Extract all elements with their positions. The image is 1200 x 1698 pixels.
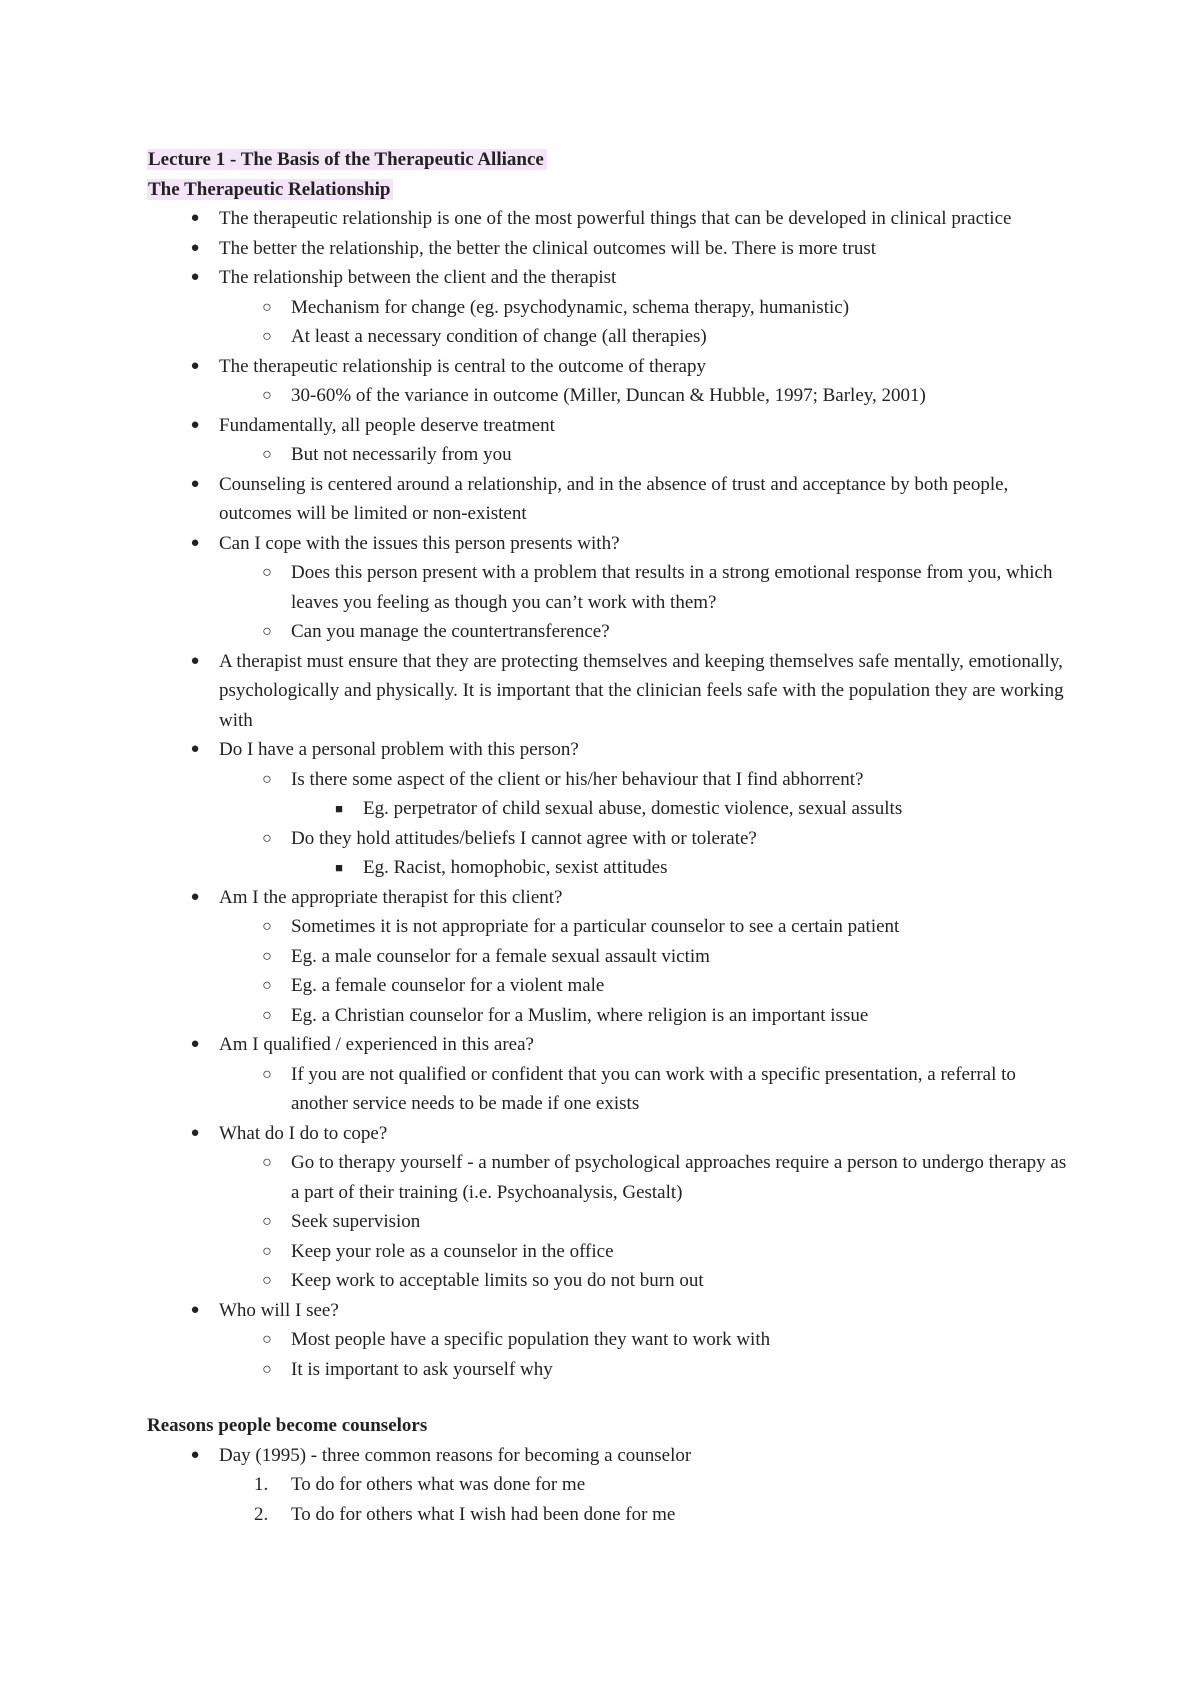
list-item-text: Eg. a Christian counselor for a Muslim, where religion is an important issue	[291, 1004, 869, 1026]
list-item-text: To do for others what I wish had been done for me	[291, 1503, 676, 1525]
list-item-text: Eg. Racist, homophobic, sexist attitudes	[363, 857, 668, 878]
list-item-text: Sometimes it is not appropriate for a particular counselor to see a certain patient	[291, 916, 900, 937]
bullet-filled-circle-icon: ●	[190, 1301, 200, 1318]
bullet-filled-circle-icon: ●	[190, 210, 200, 226]
bullet-list-therapeutic-relationship	[147, 204, 1077, 1384]
section-heading-therapeutic-relationship: The Therapeutic Relationship	[147, 175, 1077, 205]
list-item	[147, 1296, 1077, 1326]
list-item	[147, 381, 1077, 411]
list-item-text: Keep work to acceptable limits so you do not burn out	[291, 1270, 704, 1291]
list-item	[147, 1148, 1077, 1207]
list-item-text: Most people have a specific population they want to work with	[291, 1329, 771, 1350]
bullet-hollow-circle-icon: ○	[262, 1213, 272, 1230]
list-item-text: At least a necessary condition of change (all therapies)	[291, 326, 707, 347]
bullet-hollow-circle-icon: ○	[262, 623, 272, 640]
list-item-text: The better the relationship, the better the clinical outcomes will be. There is more trust	[219, 237, 877, 259]
list-item-text: Can you manage the countertransference?	[291, 621, 610, 642]
list-item	[147, 1470, 1077, 1500]
bullet-filled-circle-icon: ●	[190, 1124, 200, 1141]
list-item	[147, 1355, 1077, 1385]
section-heading-reasons: Reasons people become counselors	[147, 1415, 428, 1436]
list-item	[147, 411, 1077, 441]
list-item-text: Seek supervision	[291, 1211, 421, 1232]
bullet-filled-circle-icon: ●	[190, 269, 200, 285]
bullet-filled-circle-icon: ●	[190, 475, 200, 492]
list-item	[147, 470, 1077, 529]
list-item	[147, 352, 1077, 382]
list-item-text: Keep your role as a counselor in the office	[291, 1240, 614, 1262]
list-item-text: Is there some aspect of the client or his/her behaviour that I find abhorrent?	[291, 768, 864, 790]
list-item-text: Am I qualified / experienced in this area?	[219, 1034, 534, 1055]
list-item-text: What do I do to cope?	[219, 1122, 388, 1144]
list-number: 2.	[254, 1503, 269, 1525]
list-item-text: The therapeutic relationship is one of the most powerful things that can be developed in clinical practice	[219, 208, 1012, 229]
bullet-filled-circle-icon: ●	[190, 1446, 200, 1463]
bullet-hollow-circle-icon: ○	[262, 977, 272, 994]
list-item	[147, 293, 1077, 323]
list-item	[147, 204, 1077, 234]
list-item	[147, 1001, 1077, 1031]
list-item	[147, 912, 1077, 942]
list-item	[147, 440, 1077, 470]
lecture-title: Lecture 1 - The Basis of the Therapeutic Alliance	[147, 145, 1077, 175]
list-item	[147, 971, 1077, 1001]
list-item-text: To do for others what was done for me	[291, 1474, 586, 1495]
list-item-text: Do I have a personal problem with this person?	[219, 739, 579, 760]
list-item-text: Mechanism for change (eg. psychodynamic, schema therapy, humanistic)	[291, 296, 850, 318]
list-item-text: Fundamentally, all people deserve treatment	[219, 414, 555, 436]
list-item-text: Eg. a female counselor for a violent male	[291, 975, 605, 996]
list-item	[147, 1207, 1077, 1237]
list-item-text: The therapeutic relationship is central to the outcome of therapy	[219, 355, 706, 377]
list-item	[147, 1441, 1077, 1471]
bullet-hollow-circle-icon: ○	[262, 1331, 272, 1348]
list-item	[147, 617, 1077, 647]
bullet-hollow-circle-icon: ○	[262, 1006, 272, 1024]
list-item	[147, 1266, 1077, 1296]
list-item-text: The relationship between the client and the therapist	[219, 267, 617, 288]
bullet-hollow-circle-icon: ○	[262, 1065, 272, 1083]
list-item-text: Who will I see?	[219, 1299, 339, 1321]
list-item	[147, 1500, 1077, 1530]
list-item	[147, 853, 1077, 883]
list-item	[147, 529, 1077, 559]
paragraph-gap	[147, 1384, 1077, 1411]
bullet-filled-circle-icon: ●	[190, 534, 200, 551]
bullet-hollow-circle-icon: ○	[262, 564, 272, 581]
list-item	[147, 765, 1077, 795]
list-item-text: Counseling is centered around a relationship, and in the absence of trust and acceptance by both people, outcomes will be limited or non-existent	[219, 473, 1009, 524]
list-item	[147, 1325, 1077, 1355]
list-item	[147, 794, 1077, 824]
bullet-list-reasons	[147, 1441, 1077, 1530]
bullet-filled-circle-icon: ●	[190, 1036, 200, 1052]
bullet-square-icon: ■	[335, 801, 343, 816]
list-item	[147, 322, 1077, 352]
list-item	[147, 1060, 1077, 1119]
list-number: 1.	[254, 1474, 269, 1495]
list-item	[147, 883, 1077, 913]
list-item-text: If you are not qualified or confident that you can work with a specific presentation, a referral to another service needs to be made if one exists	[291, 1063, 1016, 1114]
bullet-hollow-circle-icon: ○	[262, 1242, 272, 1260]
bullet-hollow-circle-icon: ○	[262, 1272, 272, 1289]
bullet-hollow-circle-icon: ○	[262, 918, 272, 935]
bullet-hollow-circle-icon: ○	[262, 298, 272, 316]
list-item-text: But not necessarily from you	[291, 444, 512, 465]
list-item-text: A therapist must ensure that they are protecting themselves and keeping themselves safe mentally, emotionally, psychologically and physically. It is important that the clinician feels safe with the population they are working with	[219, 650, 1064, 731]
list-item-text: Am I the appropriate therapist for this client?	[219, 886, 563, 908]
list-item-text: Eg. perpetrator of child sexual abuse, domestic violence, sexual assults	[363, 798, 903, 819]
list-item-text: 30-60% of the variance in outcome (Miller, Duncan & Hubble, 1997; Barley, 2001)	[291, 385, 926, 406]
list-item-text: Can I cope with the issues this person presents with?	[219, 532, 620, 554]
list-item	[147, 647, 1077, 736]
bullet-filled-circle-icon: ●	[190, 652, 200, 669]
list-item	[147, 1237, 1077, 1267]
list-item-text: Go to therapy yourself - a number of psychological approaches require a person to undergo therapy as a part of their training (i.e. Psychoanalysis, Gestalt)	[291, 1152, 1067, 1203]
bullet-filled-circle-icon: ●	[190, 357, 200, 374]
bullet-hollow-circle-icon: ○	[262, 947, 272, 965]
bullet-filled-circle-icon: ●	[190, 416, 200, 433]
bullet-filled-circle-icon: ●	[190, 239, 200, 256]
document-content	[147, 145, 1077, 1529]
bullet-hollow-circle-icon: ○	[262, 446, 272, 463]
list-item	[147, 558, 1077, 617]
list-item	[147, 1030, 1077, 1060]
list-item-text: It is important to ask yourself why	[291, 1358, 553, 1380]
list-item	[147, 263, 1077, 293]
list-item-text: Do they hold attitudes/beliefs I cannot agree with or tolerate?	[291, 827, 757, 849]
list-item	[147, 824, 1077, 854]
bullet-hollow-circle-icon: ○	[262, 1360, 272, 1378]
list-item	[147, 234, 1077, 264]
list-item	[147, 942, 1077, 972]
bullet-square-icon: ■	[335, 860, 343, 875]
list-item	[147, 1119, 1077, 1149]
list-item-text: Eg. a male counselor for a female sexual assault victim	[291, 945, 710, 967]
bullet-hollow-circle-icon: ○	[262, 1154, 272, 1171]
list-item-text: Day (1995) - three common reasons for becoming a counselor	[219, 1444, 692, 1466]
bullet-hollow-circle-icon: ○	[262, 328, 272, 345]
bullet-hollow-circle-icon: ○	[262, 770, 272, 788]
bullet-hollow-circle-icon: ○	[262, 829, 272, 847]
list-item-text: Does this person present with a problem that results in a strong emotional response from you, which leaves you feeling as though you can’t work with them?	[291, 562, 1053, 613]
bullet-filled-circle-icon: ●	[190, 888, 200, 905]
bullet-filled-circle-icon: ●	[190, 741, 200, 757]
list-item	[147, 735, 1077, 765]
bullet-hollow-circle-icon: ○	[262, 387, 272, 404]
